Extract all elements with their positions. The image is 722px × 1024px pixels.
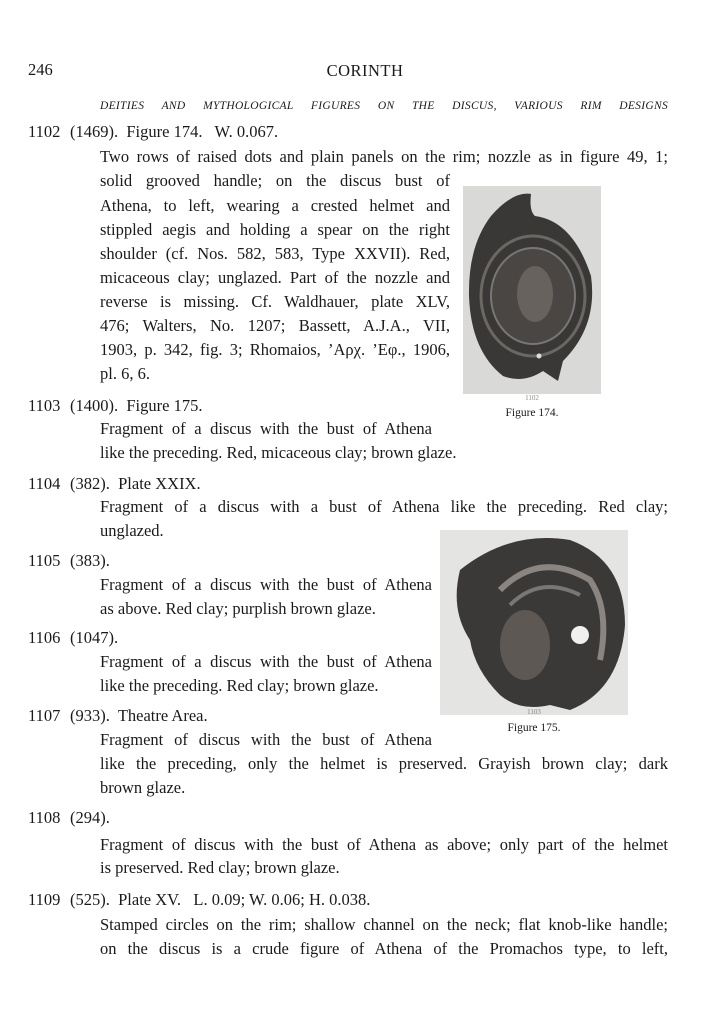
entry-number: 1104 [28,474,61,493]
figure-174-caption: Figure 174. [505,407,559,419]
entry-number: 1105 [28,551,61,570]
entry-text-line: Two rows of raised dots and plain panels on the rim; nozzle as in figure 49, 1; [100,147,668,166]
entry-text-line: like the preceding. Red clay; brown glaze. [100,676,379,695]
running-title: CORINTH [326,61,404,80]
entry-text-line: Fragment of a discus with the bust of Athena [100,575,432,594]
entry-text-line: on the discus is a crude figure of Athena of the Promachos type, to left, [100,939,668,958]
entry-text-line: Fragment of a discus with a bust of Athena like the preceding. Red clay; [100,497,668,516]
entry-heading: (1047). [70,628,119,647]
page-number: 246 [28,60,53,79]
entry-text-line: 476; Walters, No. 1207; Bassett, A.J.A., VII, [100,316,450,335]
entry-text-line: shoulder (cf. Nos. 582, 583, Type XXVII). Red, [100,244,450,263]
entry-text-line: brown glaze. [100,778,186,797]
entry-number: 1108 [28,808,61,827]
entry-heading: (1400). Figure 175. [70,396,203,415]
entry-heading: (382). Plate XXIX. [70,474,201,493]
entry-text-line: micaceous clay; unglazed. Part of the nozzle and [100,268,450,287]
entry-text-line: as above. Red clay; purplish brown glaze. [100,599,376,618]
entry-text-line: like the preceding. Red, micaceous clay; brown glaze. [100,443,457,462]
entry-text-line: Fragment of discus with the bust of Athena [100,730,432,749]
figure-174-number: 1102 [525,394,539,402]
entry-text-line: Stamped circles on the rim; shallow channel on the neck; flat knob-like handle; [100,915,668,934]
entry-heading: (933). Theatre Area. [70,706,208,725]
entry-heading: (1469). Figure 174. W. 0.067. [70,122,279,141]
entry-text-line: Fragment of a discus with the bust of Athena [100,419,432,438]
entry-heading: (294). [70,808,110,827]
entry-number: 1102 [28,122,61,141]
entry-text-line: Fragment of discus with the bust of Athena as above; only part of the helmet [100,835,668,854]
entry-number: 1103 [28,396,61,415]
entry-text-line: solid grooved handle; on the discus bust of [100,171,450,190]
entry-heading: (525). Plate XV. L. 0.09; W. 0.06; H. 0.038. [70,890,371,909]
entry-text-line: pl. 6, 6. [100,364,150,383]
entry-text-line: like the preceding, only the helmet is preserved. Grayish brown clay; dark [100,754,668,773]
entry-text-line: is preserved. Red clay; brown glaze. [100,858,340,877]
entry-text-line: Athena, to left, wearing a crested helmet and [100,196,450,215]
entry-text-line: Fragment of a discus with the bust of Athena [100,652,432,671]
figure-174-photo [463,186,601,394]
entry-text-line: stippled aegis and holding a spear on the right [100,220,450,239]
entry-text-line: reverse is missing. Cf. Waldhauer, plate XLV, [100,292,450,311]
figure-175-photo [440,530,628,715]
entry-number: 1109 [28,890,61,909]
entry-text-line: unglazed. [100,521,164,540]
entry-number: 1106 [28,628,61,647]
entry-heading: (383). [70,551,110,570]
figure-175-caption: Figure 175. [507,722,561,734]
entry-text-line: 1903, p. 342, fig. 3; Rhomaios, ’Αρχ. ’Εφ., 1906, [100,340,450,359]
figure-175-number: 1103 [527,708,541,716]
section-title: DEITIES AND MYTHOLOGICAL FIGURES ON THE DISCUS, VARIOUS RIM DESIGNS [100,100,668,112]
entry-number: 1107 [28,706,61,725]
